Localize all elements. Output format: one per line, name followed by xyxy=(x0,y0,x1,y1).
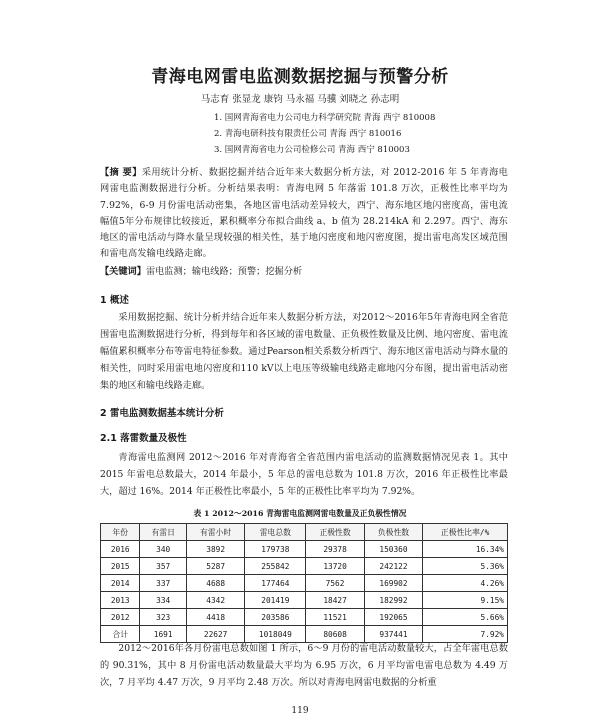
table-cell: 937441 xyxy=(364,626,422,643)
table-cell: 18427 xyxy=(306,592,364,609)
table-cell: 201419 xyxy=(245,592,306,609)
table-cell: 13720 xyxy=(306,558,364,575)
table-cell: 7562 xyxy=(306,575,364,592)
section-1-heading: 1 概述 xyxy=(100,295,129,306)
table-cell: 4342 xyxy=(186,592,244,609)
table-cell: 4418 xyxy=(186,609,244,626)
table-cell: 334 xyxy=(140,592,187,609)
table-cell: 337 xyxy=(140,575,187,592)
section-2-1-paragraph: 青海雷电监测网 2012～2016 年对青海省全省范围内雷电活动的监测数据情况见表 1。其中 2015 年雷电总数最大，2014 年最小，5 年总的雷电总数为 101.8 万次，2016 年正极性比率最大，超过 16%。2014 年正极性比率最小，5 年的正极性比率平均为 7.92%。 xyxy=(100,452,508,497)
paper-title: 青海电网雷电监测数据挖掘与预警分析 xyxy=(151,67,449,87)
table-cell: 2014 xyxy=(101,575,140,592)
table-cell: 22627 xyxy=(186,626,244,643)
affiliation-1: 1. 国网青海省电力公司电力科学研究院 青海 西宁 810008 xyxy=(214,113,436,123)
table-cell: 4688 xyxy=(186,575,244,592)
table-cell: 340 xyxy=(140,541,187,558)
table-row xyxy=(101,592,508,609)
table-row xyxy=(101,575,508,592)
abstract-label: 【摘 要】 xyxy=(100,167,142,178)
table-cell: 242122 xyxy=(364,558,422,575)
header-year: 年份 xyxy=(101,524,140,541)
table-cell: 1018049 xyxy=(245,626,306,643)
header-total-strikes: 雷电总数 xyxy=(245,524,306,541)
table-cell: 2013 xyxy=(101,592,140,609)
table-cell: 169902 xyxy=(364,575,422,592)
table-cell: 29378 xyxy=(306,541,364,558)
header-negative-count: 负极性数 xyxy=(364,524,422,541)
table-cell: 179738 xyxy=(245,541,306,558)
table-cell: 5287 xyxy=(186,558,244,575)
header-thunder-days: 有雷日 xyxy=(140,524,187,541)
table-cell: 150360 xyxy=(364,541,422,558)
table-cell: 7.92% xyxy=(423,626,508,643)
table-cell: 2012 xyxy=(101,609,140,626)
lightning-stats-table xyxy=(100,523,508,643)
abstract-text: 采用统计分析、数据挖掘并结合近年来大数据分析方法，对 2012-2016 年 5 年青海电网雷电监测数据进行分析。分析结果表明：青海电网 5 年落雷 101.8 万次，正极性比率平均为 7.92%，6-9 月份雷电活动密集，各地区雷电活动差异较大，西宁、海东地区地闪密度高，雷电流幅值5年分布规律比较接近，累积概率分布拟合曲线 a、b 值为 28.214kA 和 2.297。西宁、海东地区的雷电活动与降水量呈现较强的相关性，基于地闪密度和地闪密度图，提出雷电高发区域范围和雷电高发输电线路走廊。 xyxy=(100,167,508,260)
table-cell: 5.66% xyxy=(423,609,508,626)
table-cell: 357 xyxy=(140,558,187,575)
table-cell: 3892 xyxy=(186,541,244,558)
affiliation-2: 2. 青海电研科技有限责任公司 青海 西宁 810016 xyxy=(214,129,402,139)
table-header-row xyxy=(101,524,508,541)
table-row xyxy=(101,558,508,575)
table-cell: 80608 xyxy=(306,626,364,643)
table-cell: 2015 xyxy=(101,558,140,575)
table-row xyxy=(101,541,508,558)
table-cell: 192065 xyxy=(364,609,422,626)
keywords-text: 雷电监测；输电线路；预警；挖掘分析 xyxy=(145,266,303,277)
after-table-paragraph: 2012～2016年各月份雷电总数如图 1 所示，6～9 月份的雷电活动数量较大，占全年雷电总数的 90.31%，其中 8 月份雷电活动数量最大平均为 6.95 万次，6 月平均雷电雷电总数为 4.49 万次，7 月平均 4.47 万次，9 月平均 2.48 万次。所以对青海电网雷电数据的分析重 xyxy=(100,643,508,688)
table-cell: 323 xyxy=(140,609,187,626)
table-cell: 9.15% xyxy=(423,592,508,609)
affiliation-3: 3. 国网青海省电力公司检修公司 青海 西宁 810003 xyxy=(214,145,410,155)
table-cell: 1691 xyxy=(140,626,187,643)
table-cell: 182992 xyxy=(364,592,422,609)
section-2-1-heading: 2.1 落雷数量及极性 xyxy=(100,433,187,444)
section-2-heading: 2 雷电监测数据基本统计分析 xyxy=(100,408,224,419)
table-cell: 255842 xyxy=(245,558,306,575)
table-cell: 203586 xyxy=(245,609,306,626)
header-positive-ratio: 正极性比率/% xyxy=(423,524,508,541)
section-1-paragraph: 采用数据挖掘、统计分析并结合近年来人数据分析方法，对2012～2016年5年青海电网全省范围雷电监测数据进行分析，得到每年和各区域的雷电数量、正负极性数量及比例、地闪密度、雷电流幅值累积概率分布等雷电特征参数。通过Pearson相关系数分析西宁、海东地区雷电活动与降水量的相关性，同时采用雷电地闪密度和110 kV以上电压等级输电线路走廊地闪分布图，提出雷电活动密集的地区和输电线路走廊。 xyxy=(100,312,508,391)
table-caption: 表 1 2012～2016 青海雷电监测网雷电数量及正负极性情况 xyxy=(193,509,407,518)
table-cell: 2016 xyxy=(101,541,140,558)
table-cell: 合计 xyxy=(101,626,140,643)
table-cell: 177464 xyxy=(245,575,306,592)
table-cell: 5.36% xyxy=(423,558,508,575)
keywords xyxy=(100,263,508,277)
header-thunder-hours: 有雷小时 xyxy=(186,524,244,541)
header-positive-count: 正极性数 xyxy=(306,524,364,541)
author-list: 马志育 张显龙 康钧 马永福 马骥 刘晓之 孙志明 xyxy=(200,94,400,105)
table-cell: 11521 xyxy=(306,609,364,626)
table-cell: 16.34% xyxy=(423,541,508,558)
keywords-label: 【关键词】 xyxy=(100,266,146,277)
abstract xyxy=(100,165,508,263)
table-row xyxy=(101,609,508,626)
page-number: 119 xyxy=(291,706,309,716)
table-cell: 4.26% xyxy=(423,575,508,592)
